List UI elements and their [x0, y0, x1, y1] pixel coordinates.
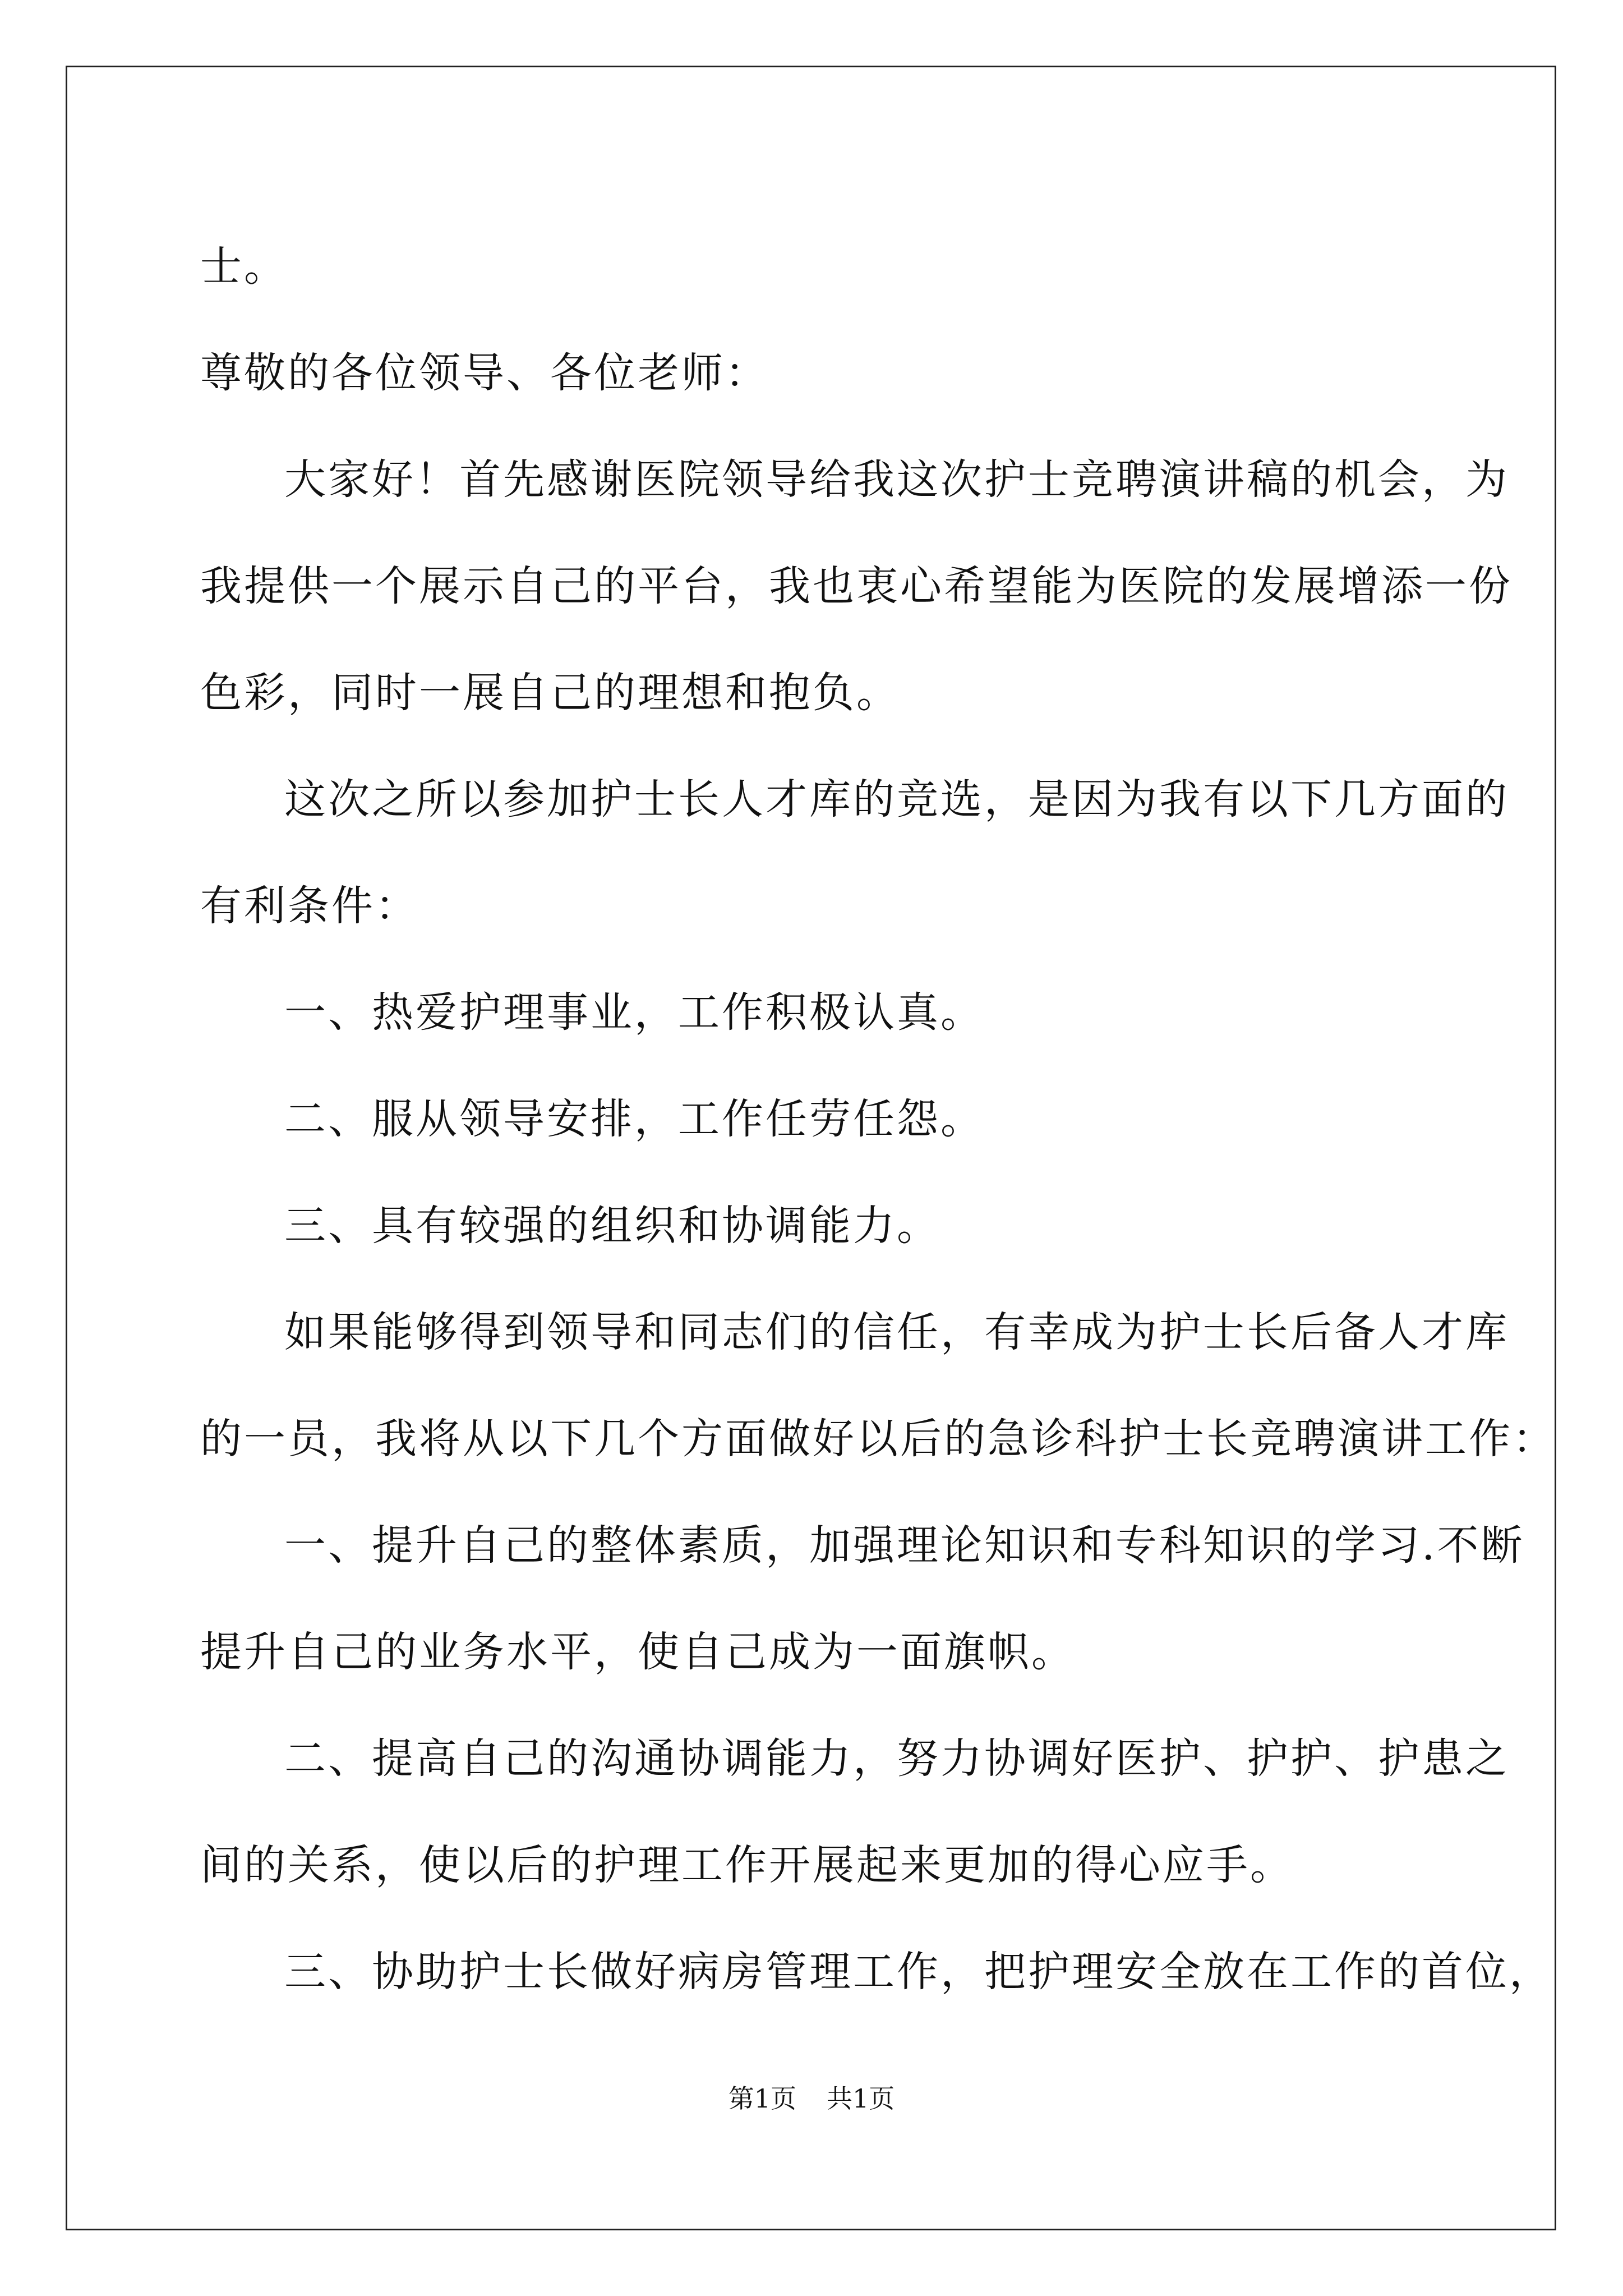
list-item-plan-1: 一、提升自己的整体素质，加强理论知识和专科知识的学习.不断 — [284, 1521, 1525, 1570]
paragraph-reason: 这次之所以参加护士长人才库的竞选，是因为我有以下几方面的 — [284, 775, 1509, 823]
page-total: 共1页 — [827, 2083, 895, 2114]
paragraph-plan-intro: 如果能够得到领导和同志们的信任，有幸成为护士长后备人才库 — [284, 1308, 1509, 1356]
page-number: 第1页 — [728, 2083, 796, 2114]
text-line: 我提供一个展示自己的平台，我也衷心希望能为医院的发展增添一份 — [200, 562, 1513, 610]
text-line: 有利条件： — [200, 882, 419, 930]
list-item-condition-2: 二、服从领导安排，工作任劳任怨。 — [284, 1095, 984, 1143]
list-item-plan-2: 二、提高自己的沟通协调能力，努力协调好医护、护护、护患之 — [284, 1734, 1509, 1783]
list-item-plan-3: 三、协助护士长做好病房管理工作，把护理安全放在工作的首位， — [284, 1948, 1553, 1996]
paragraph-greeting: 大家好！首先感谢医院领导给我这次护士竞聘演讲稿的机会，为 — [284, 455, 1509, 504]
text-line: 提升自己的业务水平，使自己成为一面旗帜。 — [200, 1628, 1075, 1676]
list-item-condition-3: 三、具有较强的组织和协调能力。 — [284, 1202, 940, 1250]
page-footer — [0, 2082, 1623, 2115]
text-line: 色彩，同时一展自己的理想和抱负。 — [200, 669, 900, 717]
text-line: 的一员，我将从以下几个方面做好以后的急诊科护士长竞聘演讲工作： — [200, 1415, 1556, 1463]
salutation: 尊敬的各位领导、各位老师： — [200, 349, 769, 397]
text-line: 间的关系，使以后的护理工作开展起来更加的得心应手。 — [200, 1841, 1294, 1889]
document-body — [200, 213, 1556, 2025]
text-line: 士。 — [200, 242, 288, 291]
list-item-condition-1: 一、热爱护理事业，工作积极认真。 — [284, 988, 984, 1037]
